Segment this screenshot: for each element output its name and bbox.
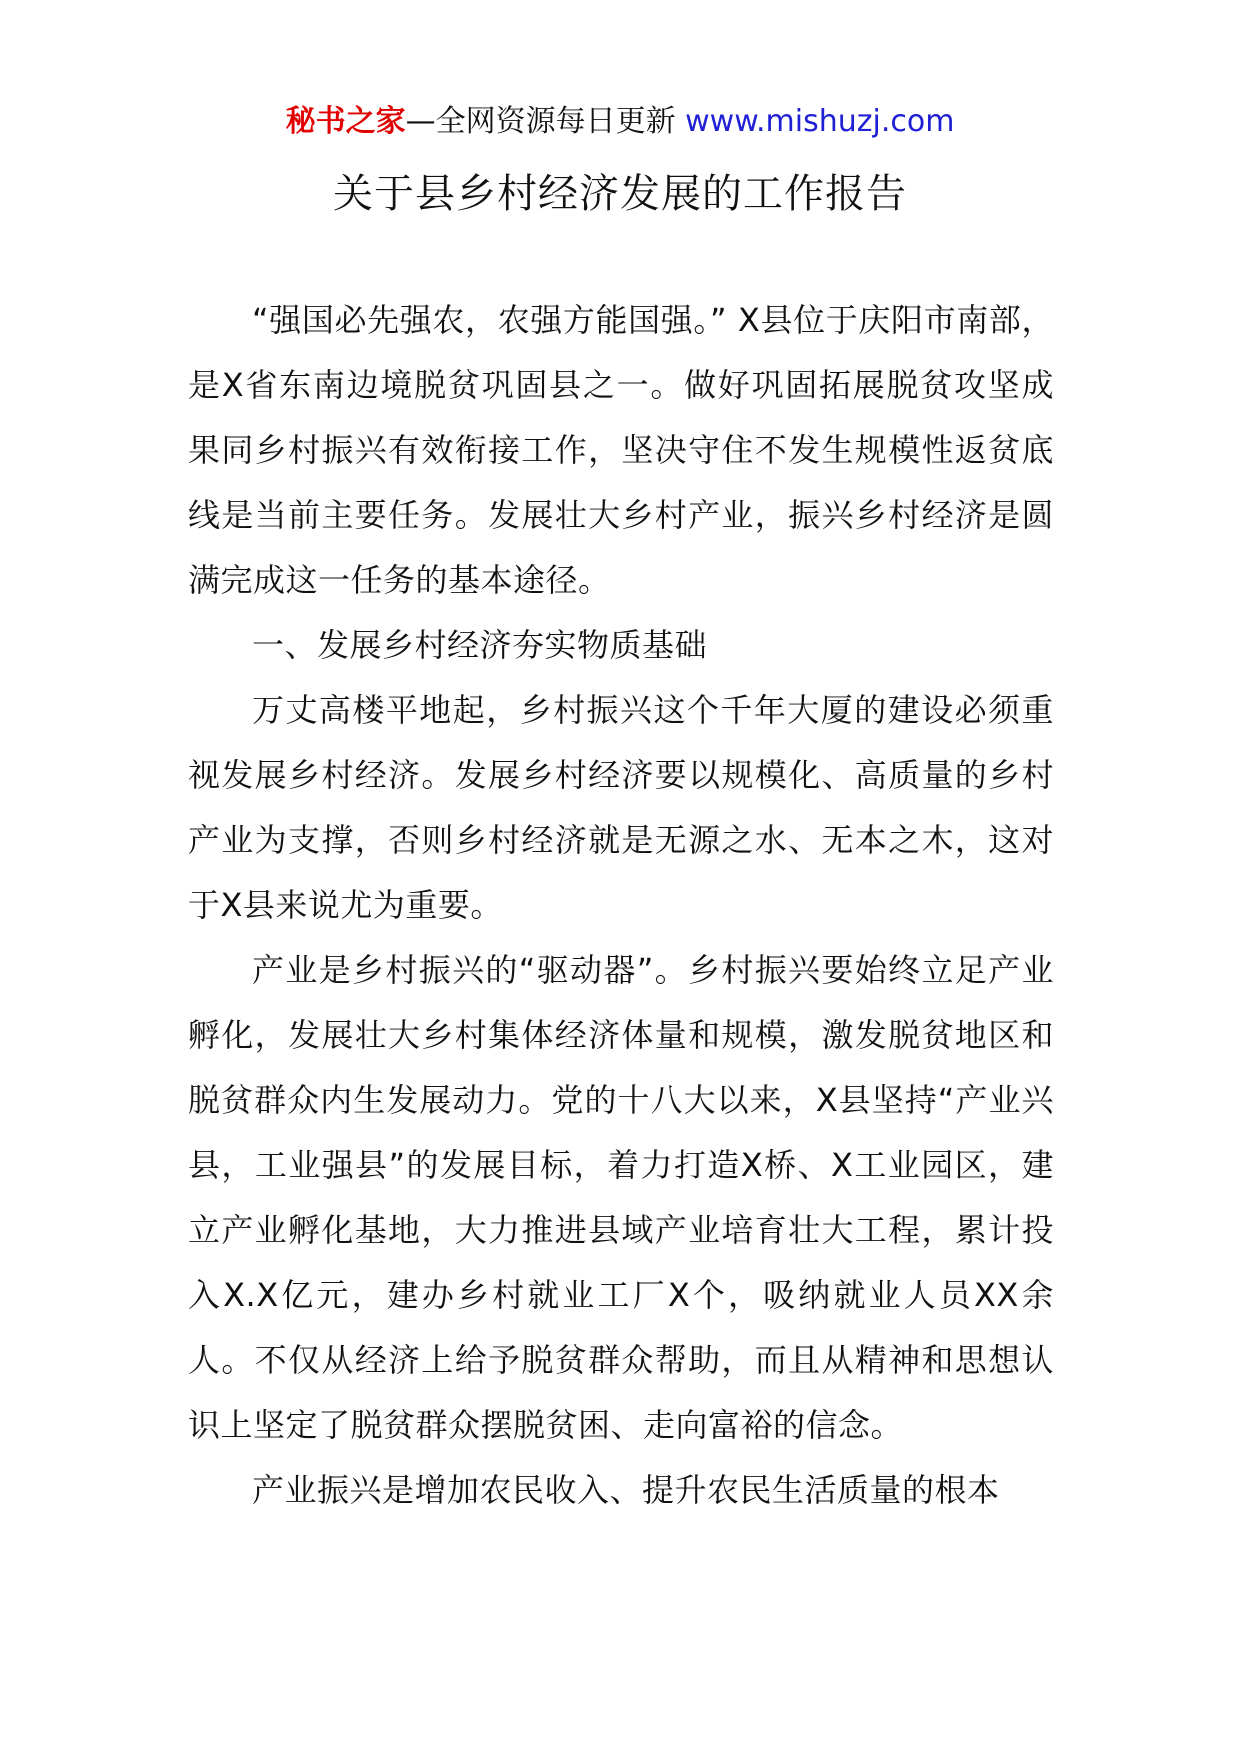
site-slogan: —全网资源每日更新 (405, 104, 676, 139)
document-body (188, 288, 1054, 1523)
paragraph-income: 产业振兴是增加农民收入、提升农民生活质量的根本 (252, 1471, 1000, 1509)
paragraph-intro: “强国必先强农，农强方能国强。” X县位于庆阳市南部，是X省东南边境脱贫巩固县之一。做好巩固拓展脱贫攻坚成果同乡村振兴有效衔接工作，坚决守住不发生规模性返贫底线是当前主要任务。发展壮大乡村产业，振兴乡村经济是圆满完成这一任务的基本途径。 (188, 301, 1054, 599)
document-title: 关于县乡村经济发展的工作报告 (333, 171, 907, 217)
section-heading-1: 一、发展乡村经济夯实物质基础 (252, 626, 708, 664)
site-url[interactable]: www.mishuzj.com (685, 104, 955, 139)
paragraph-industry-driver: 产业是乡村振兴的“驱动器”。乡村振兴要始终立足产业孵化，发展壮大乡村集体经济体量和规模，激发脱贫地区和脱贫群众内生发展动力。党的十八大以来，X县坚持“产业兴县，工业强县”的发展目标，着力打造X桥、X工业园区，建立产业孵化基地，大力推进县域产业培育壮大工程，累计投入X.X亿元，建办乡村就业工厂X个，吸纳就业人员XX余人。不仅从经济上给予脱贫群众帮助，而且从精神和思想认识上坚定了脱贫群众摆脱贫困、走向富裕的信念。 (188, 951, 1054, 1444)
paragraph-foundation: 万丈高楼平地起，乡村振兴这个千年大厦的建设必须重视发展乡村经济。发展乡村经济要以规模化、高质量的乡村产业为支撑，否则乡村经济就是无源之水、无本之木，这对于X县来说尤为重要。 (188, 691, 1054, 924)
site-header (0, 100, 1240, 144)
site-brand: 秘书之家 (285, 104, 406, 139)
